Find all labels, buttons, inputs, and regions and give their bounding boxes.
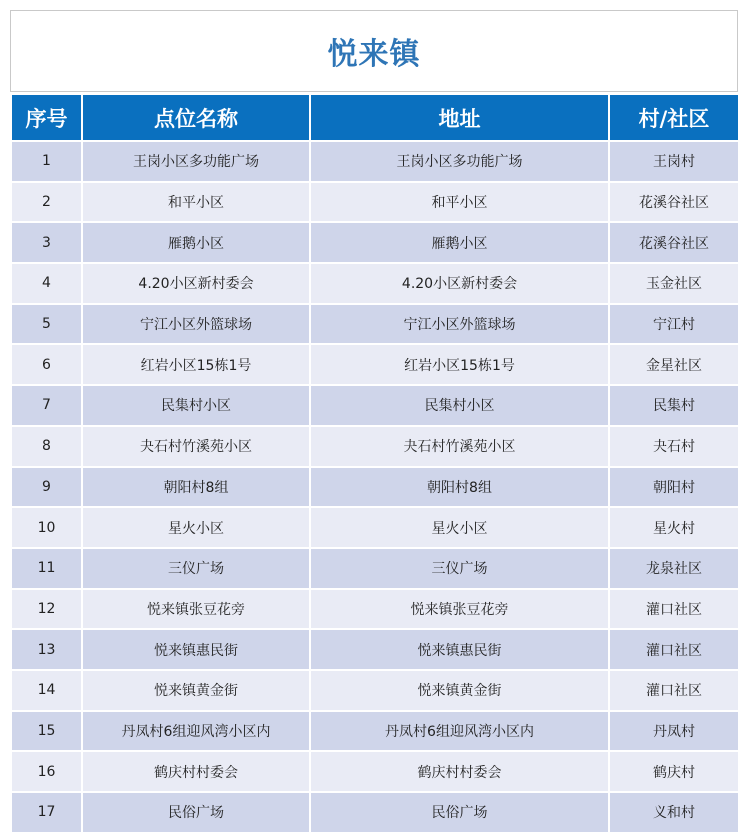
- table-row: [12, 590, 738, 629]
- cell-index: 12: [12, 590, 81, 629]
- cell-index: 9: [12, 468, 81, 507]
- title-box: [10, 10, 738, 92]
- table-row: [12, 671, 738, 710]
- page-title: 悦来镇: [327, 37, 421, 72]
- cell-index: 14: [12, 671, 81, 710]
- cell-address: 悦来镇黄金街: [311, 671, 608, 710]
- cell-address: 民俗广场: [311, 793, 608, 832]
- cell-community: 王岗村: [610, 142, 738, 181]
- cell-name: 民俗广场: [83, 793, 309, 832]
- header-address: 地址: [311, 95, 608, 140]
- table-row: [12, 549, 738, 588]
- cell-address: 4.20小区新村委会: [311, 264, 608, 303]
- table-row: [12, 142, 738, 181]
- cell-name: 民集村小区: [83, 386, 309, 425]
- header-name: 点位名称: [83, 95, 309, 140]
- table-row: [12, 427, 738, 466]
- cell-community: 灌口社区: [610, 671, 738, 710]
- header-community: 村/社区: [610, 95, 738, 140]
- cell-community: 花溪谷社区: [610, 223, 738, 262]
- cell-index: 4: [12, 264, 81, 303]
- table-header-row: [12, 95, 738, 140]
- cell-index: 15: [12, 712, 81, 751]
- cell-community: 灌口社区: [610, 630, 738, 669]
- cell-address: 王岗小区多功能广场: [311, 142, 608, 181]
- table-row: [12, 630, 738, 669]
- cell-index: 16: [12, 752, 81, 791]
- cell-address: 鹤庆村村委会: [311, 752, 608, 791]
- cell-address: 雁鹅小区: [311, 223, 608, 262]
- cell-community: 玉金社区: [610, 264, 738, 303]
- cell-community: 花溪谷社区: [610, 183, 738, 222]
- cell-community: 丹凤村: [610, 712, 738, 751]
- table-row: [12, 223, 738, 262]
- cell-index: 10: [12, 508, 81, 547]
- cell-name: 夬石村竹溪苑小区: [83, 427, 309, 466]
- cell-community: 民集村: [610, 386, 738, 425]
- cell-community: 金星社区: [610, 345, 738, 384]
- cell-name: 朝阳村8组: [83, 468, 309, 507]
- table-row: [12, 345, 738, 384]
- cell-name: 星火小区: [83, 508, 309, 547]
- cell-community: 夬石村: [610, 427, 738, 466]
- cell-community: 龙泉社区: [610, 549, 738, 588]
- cell-name: 三仪广场: [83, 549, 309, 588]
- cell-address: 夬石村竹溪苑小区: [311, 427, 608, 466]
- cell-index: 1: [12, 142, 81, 181]
- cell-index: 2: [12, 183, 81, 222]
- cell-name: 宁江小区外篮球场: [83, 305, 309, 344]
- cell-address: 朝阳村8组: [311, 468, 608, 507]
- cell-index: 6: [12, 345, 81, 384]
- table-row: [12, 712, 738, 751]
- cell-name: 悦来镇黄金街: [83, 671, 309, 710]
- cell-name: 悦来镇惠民街: [83, 630, 309, 669]
- cell-community: 星火村: [610, 508, 738, 547]
- cell-index: 5: [12, 305, 81, 344]
- cell-name: 丹凤村6组迎风湾小区内: [83, 712, 309, 751]
- cell-index: 17: [12, 793, 81, 832]
- table-row: [12, 264, 738, 303]
- cell-address: 红岩小区15栋1号: [311, 345, 608, 384]
- cell-index: 13: [12, 630, 81, 669]
- table-row: [12, 386, 738, 425]
- cell-community: 鹤庆村: [610, 752, 738, 791]
- cell-address: 悦来镇惠民街: [311, 630, 608, 669]
- cell-name: 悦来镇张豆花旁: [83, 590, 309, 629]
- cell-address: 民集村小区: [311, 386, 608, 425]
- table-row: [12, 508, 738, 547]
- cell-community: 宁江村: [610, 305, 738, 344]
- cell-name: 和平小区: [83, 183, 309, 222]
- table-body: [12, 142, 738, 832]
- cell-community: 朝阳村: [610, 468, 738, 507]
- cell-name: 雁鹅小区: [83, 223, 309, 262]
- cell-address: 星火小区: [311, 508, 608, 547]
- header-index: 序号: [12, 95, 81, 140]
- cell-address: 丹凤村6组迎风湾小区内: [311, 712, 608, 751]
- cell-community: 义和村: [610, 793, 738, 832]
- location-table: [10, 93, 740, 834]
- cell-name: 鹤庆村村委会: [83, 752, 309, 791]
- cell-address: 和平小区: [311, 183, 608, 222]
- table-row: [12, 468, 738, 507]
- cell-community: 灌口社区: [610, 590, 738, 629]
- table-row: [12, 305, 738, 344]
- table-row: [12, 793, 738, 832]
- cell-index: 8: [12, 427, 81, 466]
- cell-name: 4.20小区新村委会: [83, 264, 309, 303]
- cell-address: 三仪广场: [311, 549, 608, 588]
- cell-address: 悦来镇张豆花旁: [311, 590, 608, 629]
- cell-name: 红岩小区15栋1号: [83, 345, 309, 384]
- cell-address: 宁江小区外篮球场: [311, 305, 608, 344]
- cell-index: 7: [12, 386, 81, 425]
- cell-index: 3: [12, 223, 81, 262]
- table-row: [12, 183, 738, 222]
- cell-name: 王岗小区多功能广场: [83, 142, 309, 181]
- cell-index: 11: [12, 549, 81, 588]
- table-row: [12, 752, 738, 791]
